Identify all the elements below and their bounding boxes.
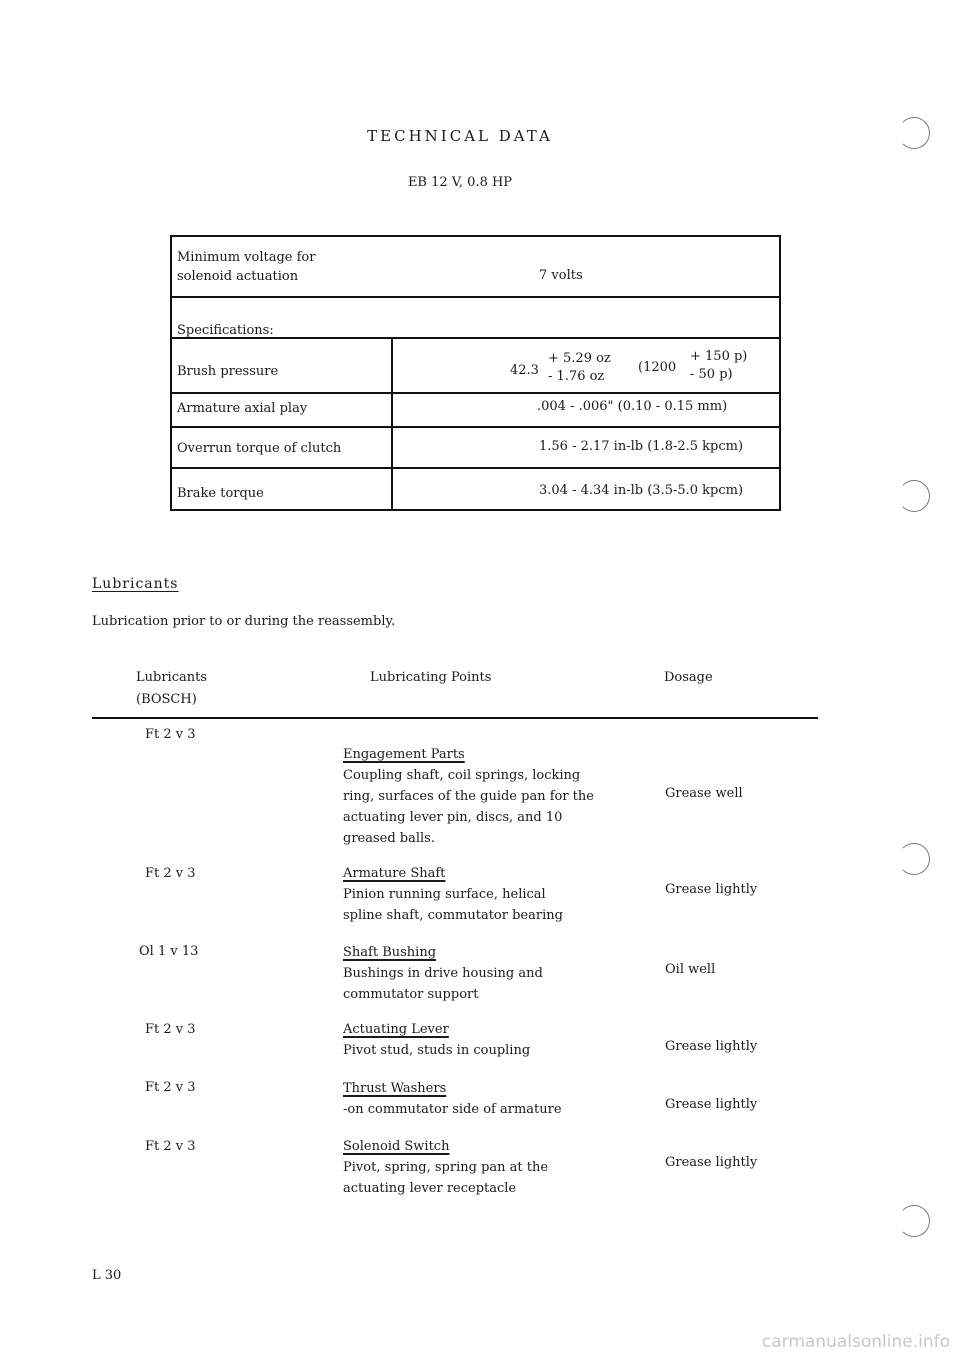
watermark: carmanualsonline.info (761, 1332, 950, 1352)
overrun-torque-value: 1.56 - 2.17 in-lb (1.8-2.5 kpcm) (539, 439, 744, 454)
brush-pressure-base: 42.3 (510, 363, 539, 378)
lubricant-code: Ft 2 v 3 (145, 727, 196, 742)
dosage-column-header: Dosage (664, 670, 713, 685)
specifications-label: Specifications: (177, 323, 274, 338)
table-divider (172, 392, 779, 394)
table-column-divider (391, 337, 393, 509)
point-heading: Solenoid Switch (343, 1139, 450, 1154)
lubricating-point: Shaft Bushing Bushings in drive housing and commutator support (343, 942, 653, 1005)
table-divider (172, 467, 779, 469)
brush-pressure-minus: - 1.76 oz (548, 369, 605, 384)
point-heading: Actuating Lever (343, 1022, 449, 1037)
lubricant-code: Ft 2 v 3 (145, 1022, 196, 1037)
overrun-torque-label: Overrun torque of clutch (177, 441, 342, 456)
table-divider (172, 426, 779, 428)
brush-pressure-paren: (1200 (638, 360, 677, 375)
page-number: L 30 (92, 1268, 122, 1283)
lubricant-code: Ft 2 v 3 (145, 1080, 196, 1095)
spec-table (170, 235, 781, 511)
brush-pressure-plus: + 5.29 oz (548, 351, 611, 366)
dosage-value: Grease lightly (665, 1097, 758, 1112)
point-heading: Thrust Washers (343, 1081, 447, 1096)
point-heading: Shaft Bushing (343, 945, 437, 960)
axial-play-value: .004 - .006" (0.10 - 0.15 mm) (537, 399, 728, 414)
dosage-value: Oil well (665, 962, 716, 977)
lubricants-section-title: Lubricants (92, 576, 179, 592)
brush-pressure-label: Brush pressure (177, 364, 279, 379)
lubricant-code: Ft 2 v 3 (145, 1139, 196, 1154)
point-heading: Armature Shaft (343, 866, 446, 881)
dosage-value: Grease lightly (665, 1155, 758, 1170)
page-subtitle: EB 12 V, 0.8 HP (407, 175, 513, 190)
dosage-value: Grease lightly (665, 1039, 758, 1054)
table-divider (172, 296, 779, 298)
brush-pressure-paren-plus: + 150 p) (690, 349, 748, 364)
page-title: TECHNICAL DATA (367, 127, 553, 145)
lubricating-point: Thrust Washers -on commutator side of armature (343, 1078, 653, 1120)
punch-hole-mark (898, 480, 930, 512)
points-column-header: Lubricating Points (370, 670, 492, 685)
min-voltage-label: Minimum voltage for solenoid actuation (177, 250, 316, 284)
lubricants-column-header: Lubricants (BOSCH) (136, 670, 207, 707)
lubricating-point: Armature Shaft Pinion running surface, helical spline shaft, commutator bearing (343, 863, 653, 926)
brush-pressure-paren-minus: - 50 p) (690, 367, 733, 382)
lubricating-point: Actuating Lever Pivot stud, studs in coupling (343, 1019, 653, 1061)
dosage-value: Grease lightly (665, 882, 758, 897)
brake-torque-value: 3.04 - 4.34 in-lb (3.5-5.0 kpcm) (539, 483, 744, 498)
lubricant-code: Ol 1 v 13 (139, 944, 199, 959)
punch-hole-mark (898, 117, 930, 149)
point-heading: Engagement Parts (343, 747, 465, 762)
axial-play-label: Armature axial play (177, 401, 308, 416)
lubricants-intro: Lubrication prior to or during the reassembly. (92, 614, 396, 629)
min-voltage-value: 7 volts (539, 268, 583, 283)
brake-torque-label: Brake torque (177, 486, 264, 501)
dosage-value: Grease well (665, 786, 743, 801)
lubricant-code: Ft 2 v 3 (145, 866, 196, 881)
header-rule (92, 717, 818, 719)
punch-hole-mark (898, 843, 930, 875)
punch-hole-mark (898, 1205, 930, 1237)
lubricating-point: Engagement Parts Coupling shaft, coil springs, locking ring, surfaces of the guide pan for the actuating lever pin, discs, and 10 greased balls. (343, 744, 653, 849)
lubricating-point: Solenoid Switch Pivot, spring, spring pan at the actuating lever receptacle (343, 1136, 653, 1199)
